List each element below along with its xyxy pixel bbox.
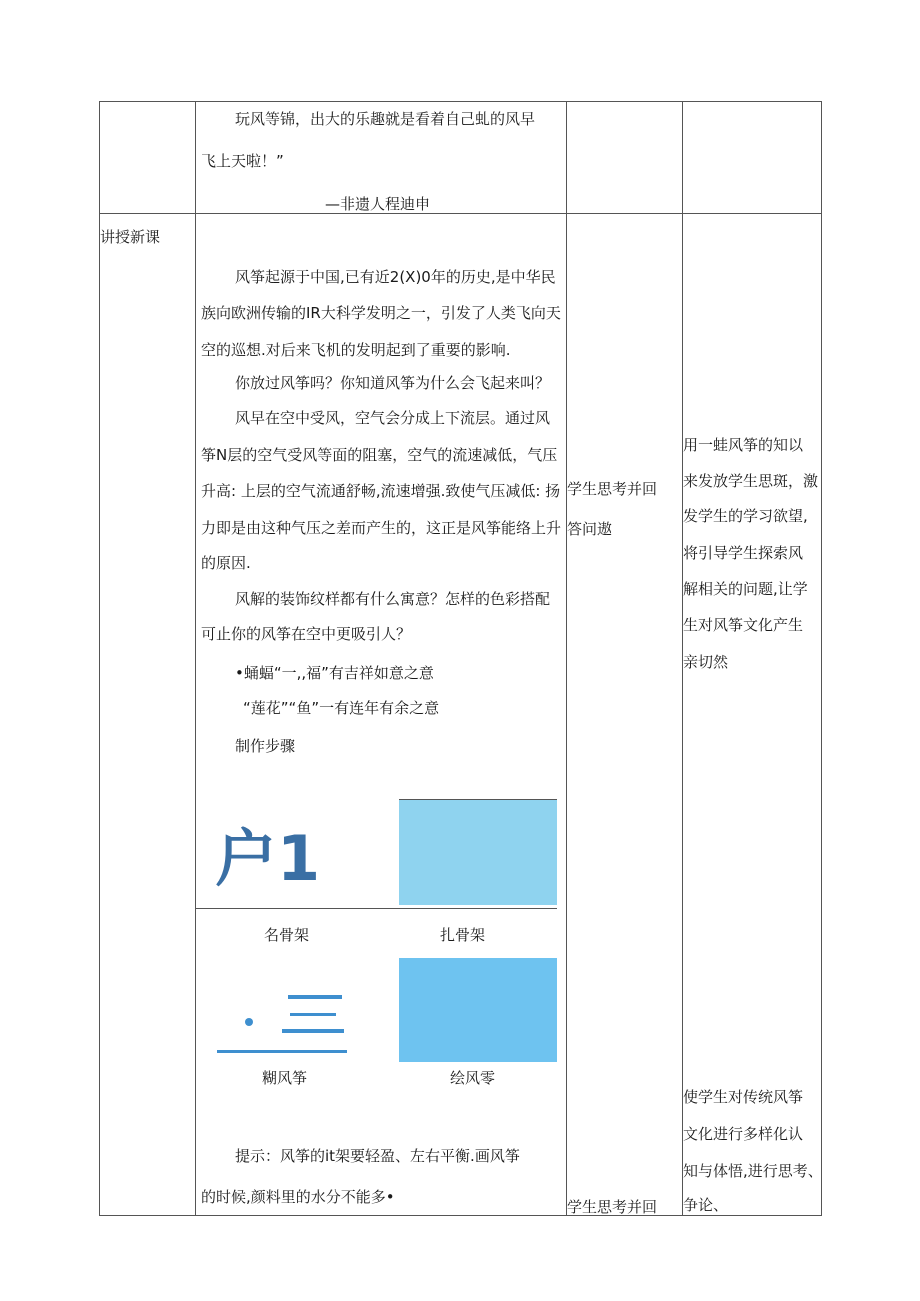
- quote-line: 飞上天啦！”: [201, 152, 284, 170]
- tip-line: 的时候,颜料里的水分不能多•: [201, 1188, 395, 1206]
- design-intent-line: 文化进行多样化认: [683, 1125, 804, 1143]
- paragraph-line: 族向欧洲传输的IR大科学发明之一，引发了人类飞向天: [201, 304, 561, 322]
- step-line: [282, 1029, 344, 1033]
- motif-line: “莲花”“鱼”一有连年有余之意: [243, 699, 440, 717]
- lesson-table: [99, 101, 822, 1216]
- paragraph-line: 的原因.: [201, 554, 251, 572]
- column-divider: [195, 102, 196, 1215]
- student-activity-line: 学生思考并回: [567, 480, 658, 498]
- step-label: 糊风筝: [262, 1069, 308, 1087]
- step-dot: [245, 1018, 253, 1026]
- column-divider: [566, 102, 567, 1215]
- step-line: [288, 995, 342, 999]
- paragraph-line: 筝N层的空气受风等面的阻塞，空气的流速减低，气压: [201, 446, 558, 464]
- student-activity-line: 答问遨: [567, 520, 613, 538]
- design-intent-line: 用一蛙风筝的知以: [683, 436, 804, 454]
- question-line: 你放过风筝吗？你知道风筝为什么会飞起来叫？: [235, 374, 551, 392]
- step-label: 名骨架: [264, 926, 310, 944]
- design-intent-line: 生对风筝文化产生: [683, 616, 804, 634]
- step-image-panel: [399, 800, 557, 905]
- image-divider: [195, 908, 557, 909]
- stage-label: 讲授新课: [100, 228, 161, 246]
- design-intent-line: 发学生的学习欲望,: [683, 507, 808, 525]
- design-intent-line: 知与体悟,进行思考、: [683, 1162, 823, 1180]
- student-activity-line: 学生思考并回: [567, 1198, 658, 1216]
- paragraph-line: 风早在空中受风，空气会分成上下流层。通过风: [235, 409, 551, 427]
- step-label: 绘风零: [450, 1069, 496, 1087]
- tip-line: 提示：风筝的it架要轻盈、左右平衡.画风筝: [235, 1147, 520, 1165]
- paragraph-line: 升高: 上层的空气流通舒畅,流速增强.致使气压减低: 扬: [201, 482, 561, 500]
- step-line: [217, 1050, 347, 1053]
- paragraph-line: 风解的装饰纹样都有什么寓意？怎样的色彩搭配: [235, 590, 551, 608]
- steps-title: 制作步骤: [235, 737, 296, 755]
- step-line: [290, 1013, 336, 1016]
- design-intent-line: 争论、: [683, 1196, 729, 1214]
- quote-line: 玩风等锦，出大的乐趣就是看着自己虬的风早: [235, 110, 536, 128]
- step-image-panel: [399, 958, 557, 1062]
- design-intent-line: 来发放学生思斑，激: [683, 472, 819, 490]
- paragraph-line: 风筝起源于中国,已有近2(X)0年的历史,是中华民: [235, 268, 556, 286]
- step-label: 扎骨架: [440, 926, 486, 944]
- design-intent-line: 解相关的问题,让学: [683, 580, 808, 598]
- quote-attribution: —非遗人程迪申: [325, 195, 431, 213]
- paragraph-line: 空的巡想.对后来飞机的发明起到了重要的影响.: [201, 341, 511, 359]
- design-intent-line: 使学生对传统风筝: [683, 1088, 804, 1106]
- row-divider: [100, 213, 821, 214]
- step-glyph: 户1: [215, 822, 321, 895]
- motif-line: •蛹蝠“一,,福”有吉祥如意之意: [235, 664, 434, 682]
- design-intent-line: 将引导学生探索风: [683, 544, 804, 562]
- paragraph-line: 力即是由这种气压之差而产生的，这正是风筝能络上升: [201, 519, 562, 537]
- design-intent-line: 亲切然: [683, 653, 729, 671]
- paragraph-line: 可止你的风筝在空中更吸引人？: [201, 625, 412, 643]
